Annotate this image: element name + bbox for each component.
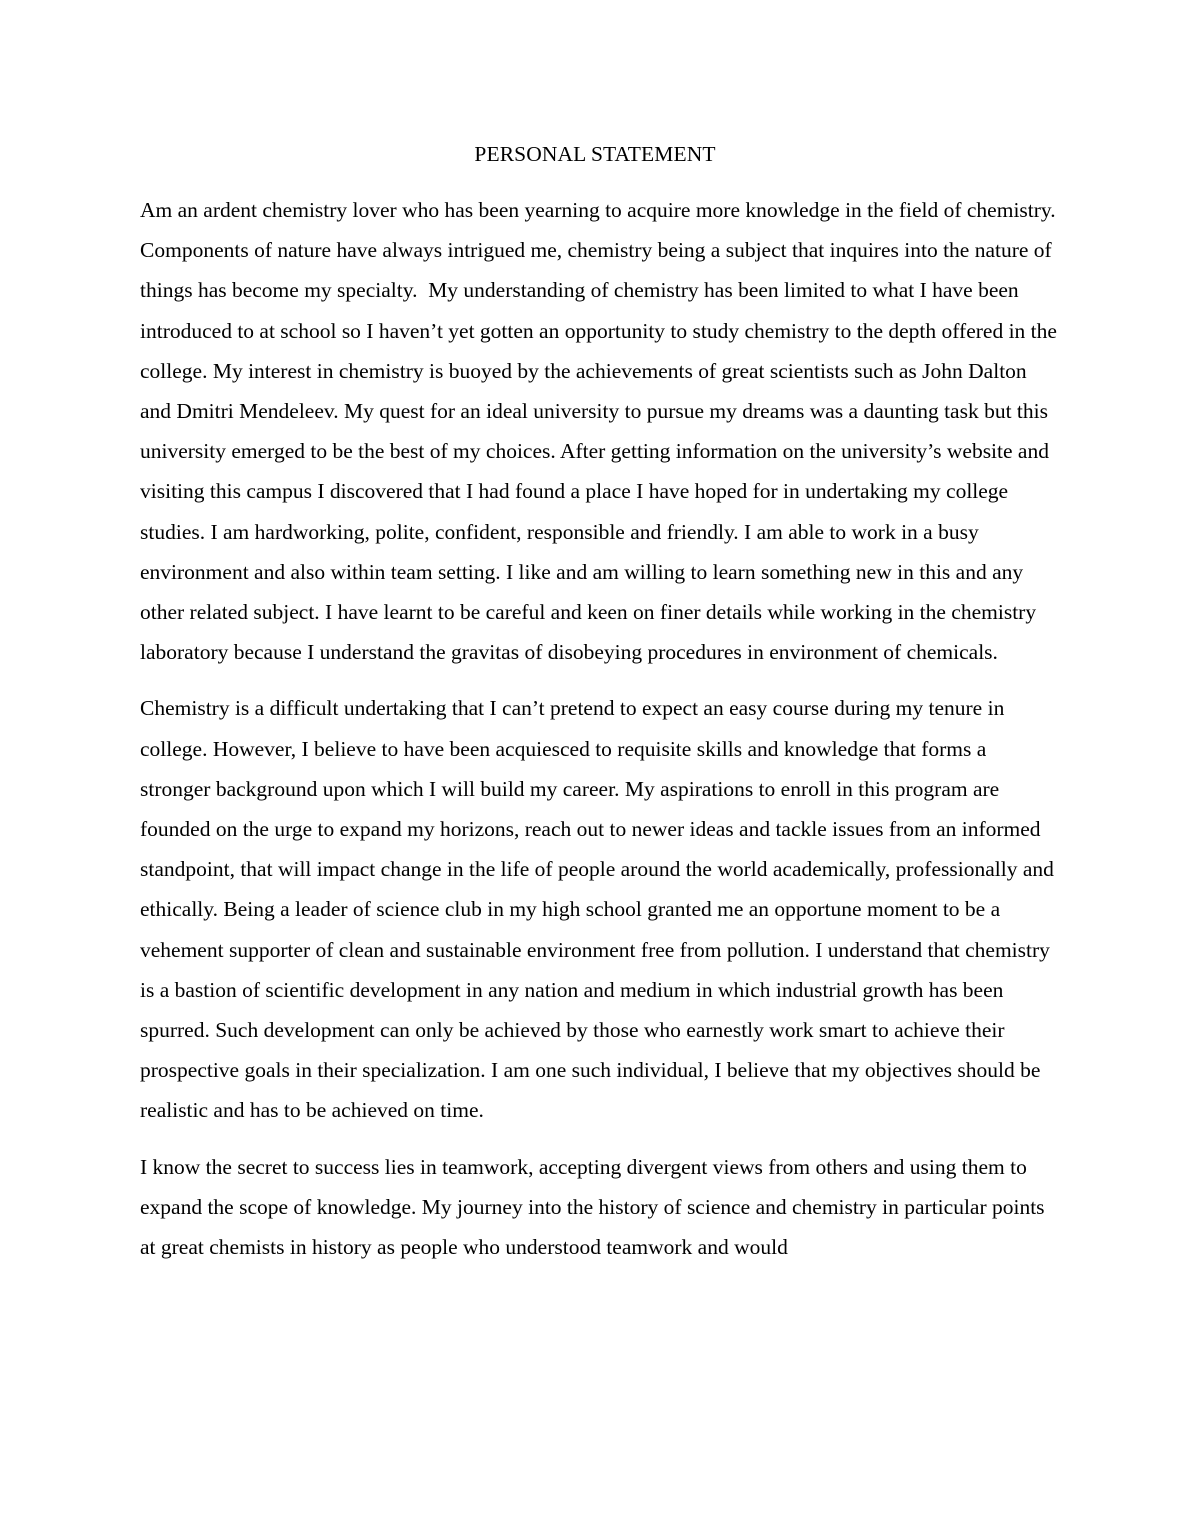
document-body — [140, 190, 1063, 1283]
document-title: PERSONAL STATEMENT — [474, 142, 716, 166]
paragraph-1: Am an ardent chemistry lover who has been yearning to acquire more knowledge in the field of chemistry. Components of nature have always intrigued me, chemistry being a subject that inquires into the nature of things has become my specialty. My understanding of chemistry has been limited to what I have been introduced to at school so I haven’t yet gotten an opportunity to study chemistry to the depth offered in the college. My interest in chemistry is buoyed by the achievements of great scientists such as John Dalton and Dmitri Mendeleev. My quest for an ideal university to pursue my dreams was a daunting task but this university emerged to be the best of my choices. After getting information on the university’s website and visiting this campus I discovered that I had found a place I have hoped for in undertaking my college studies. I am hardworking, polite, confident, responsible and friendly. I am able to work in a busy environment and also within team setting. I like and am willing to learn something new in this and any other related subject. I have learnt to be careful and keen on finer details while working in the chemistry laboratory because I understand the gravitas of disobeying procedures in environment of chemicals. — [140, 198, 1063, 665]
paragraph-2: Chemistry is a difficult undertaking that I can’t pretend to expect an easy course during my tenure in college. However, I believe to have been acquiesced to requisite skills and knowledge that forms a stronger background upon which I will build my career. My aspirations to enroll in this program are founded on the urge to expand my horizons, reach out to newer ideas and tackle issues from an informed standpoint, that will impact change in the life of people around the world academically, professionally and ethically. Being a leader of science club in my high school granted me an opportune moment to be a vehement supporter of clean and sustainable environment free from pollution. I understand that chemistry is a bastion of scientific development in any nation and medium in which industrial growth has been spurred. Such development can only be achieved by those who earnestly work smart to achieve their prospective goals in their specialization. I am one such individual, I believe that my objectives should be realistic and has to be achieved on time. — [140, 696, 1060, 1123]
paragraph-3: I know the secret to success lies in teamwork, accepting divergent views from others and using them to expand the scope of knowledge. My journey into the history of science and chemistry in particular points at great chemists in history as people who understood teamwork and would — [140, 1154, 1050, 1260]
